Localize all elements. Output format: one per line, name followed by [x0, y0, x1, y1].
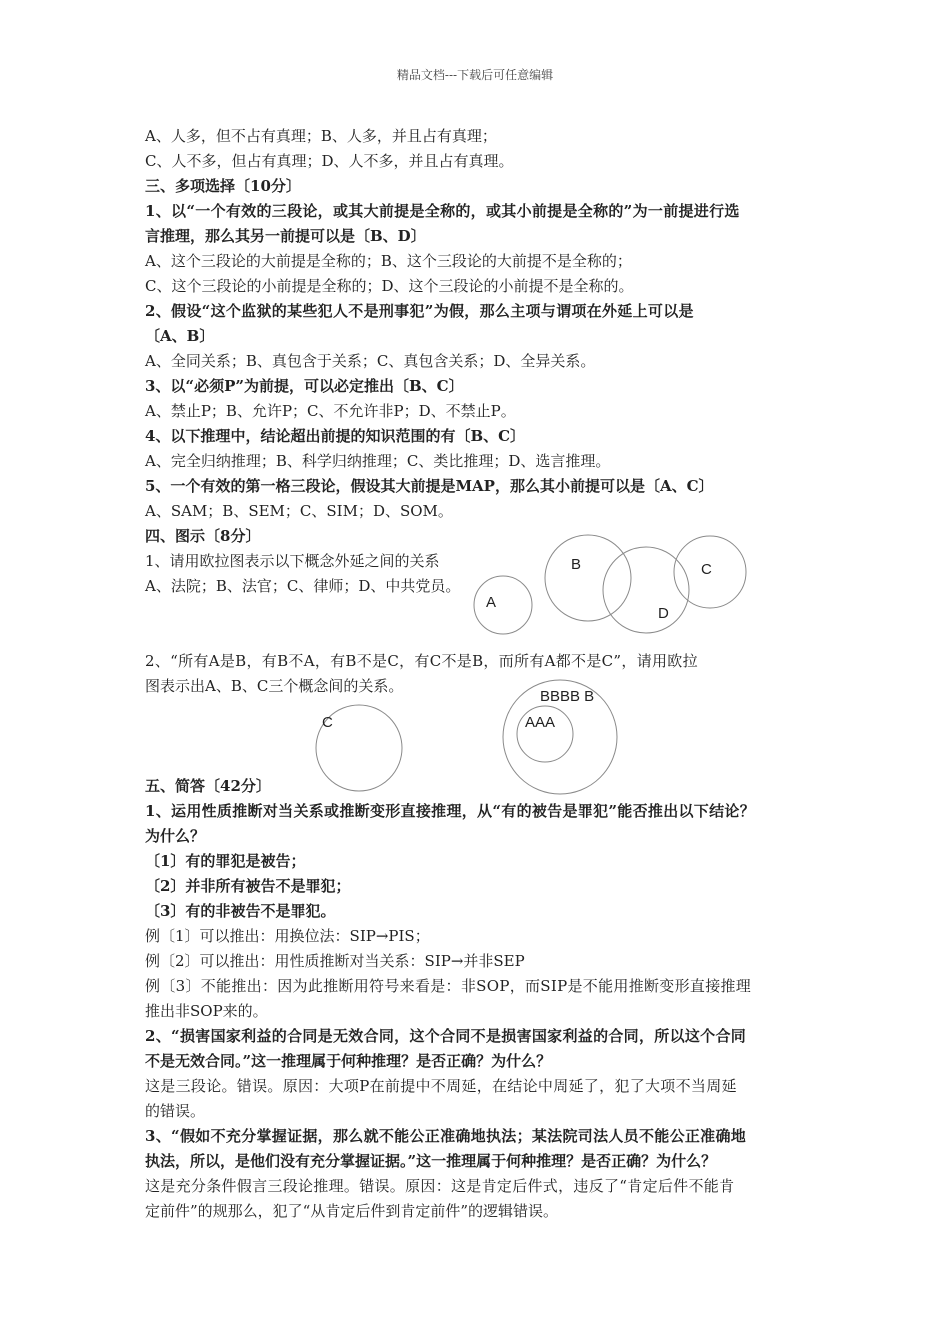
question-5-2: 2、“损害国家利益的合同是无效合同，这个合同不是损害国家利益的合同，所以这个合同	[145, 1027, 747, 1045]
option-line: A、法院；B、法官；C、律师；D、中共党员。	[145, 577, 461, 595]
label-a: A	[486, 594, 497, 611]
answer-line: 定前件”的规那么，犯了“从肯定后件到肯定前件”的逻辑错误。	[145, 1202, 559, 1220]
question-3-1: 1、以“一个有效的三段论，或其大前提是全称的，或其小前提是全称的”为一前提进行选	[145, 202, 740, 220]
question-3-2-cont: 〔A、B〕	[145, 327, 215, 345]
label-b: B	[571, 556, 582, 573]
answer-line: 例〔3〕不能推出：因为此推断用符号来看是：非SOP，而SIP是不能用推断变形直接推理	[145, 977, 752, 995]
answer-line: 这是三段论。错误。原因：大项P在前提中不周延，在结论中周延了，犯了大项不当周延	[145, 1077, 737, 1095]
sub-question: 〔3〕有的非被告不是罪犯。	[145, 902, 336, 920]
question-3-4: 4、以下推理中，结论超出前提的知识范围的有〔B、C〕	[145, 427, 526, 445]
question-3-3: 3、以“必须P”为前提，可以必定推出〔B、C〕	[145, 377, 464, 395]
section-title-4: 四、图示〔8分〕	[145, 527, 261, 545]
question-5-2-cont: 不是无效合同。”这一推理属于何种推理？是否正确？为什么？	[145, 1052, 552, 1070]
option-line: A、完全归纳推理；B、科学归纳推理；C、类比推理；D、选言推理。	[145, 452, 611, 470]
label-c: C	[322, 714, 333, 731]
sub-question: 〔1〕有的罪犯是被告；	[145, 852, 306, 870]
option-line: A、禁止P；B、允许P；C、不允许非P；D、不禁止P。	[145, 402, 516, 420]
option-line: A、人多，但不占有真理；B、人多，并且占有真理；	[145, 127, 497, 145]
question-3-2: 2、假设“这个监狱的某些犯人不是刑事犯”为假，那么主项与谓项在外延上可以是	[145, 302, 694, 320]
section-title-3: 三、多项选择〔10分〕	[145, 177, 301, 195]
answer-line: 例〔2〕可以推出：用性质推断对当关系：SIP→并非SEP	[145, 952, 525, 970]
question-4-2-cont: 图表示出A、B、C三个概念间的关系。	[145, 677, 404, 695]
question-5-1: 1、运用性质推断对当关系或推断变形直接推理，从“有的被告是罪犯”能否推出以下结论？	[145, 802, 755, 820]
label-b: BBBB B	[540, 688, 595, 705]
section-title-5: 五、简答〔42分〕	[145, 777, 271, 795]
answer-line: 的错误。	[145, 1102, 206, 1120]
question-4-2: 2、“所有A是B，有B不A，有B不是C，有C不是B，而所有A都不是C”，请用欧拉	[145, 652, 698, 670]
answer-line: 推出非SOP来的。	[145, 1002, 268, 1020]
question-3-5: 5、一个有效的第一格三段论，假设其大前提是MAP，那么其小前提可以是〔A、C〕	[145, 477, 714, 495]
question-5-3: 3、“假如不充分掌握证据，那么就不能公正准确地执法；某法院司法人员不能公正准确地	[145, 1127, 747, 1145]
question-4-1: 1、请用欧拉图表示以下概念外延之间的关系	[145, 552, 440, 570]
question-3-1-cont: 言推理，那么其另一前提可以是〔B、D〕	[145, 227, 426, 245]
option-line: C、人不多，但占有真理；D、人不多，并且占有真理。	[145, 152, 514, 170]
option-line: A、全同关系；B、真包含于关系；C、真包含关系；D、全异关系。	[145, 352, 596, 370]
label-c: C	[701, 561, 712, 578]
option-line: C、这个三段论的小前提是全称的；D、这个三段论的小前提不是全称的。	[145, 277, 634, 295]
sub-question: 〔2〕并非所有被告不是罪犯；	[145, 877, 351, 895]
answer-line: 例〔1〕可以推出：用换位法：SIP→PIS；	[145, 927, 430, 945]
option-line: A、SAM；B、SEM；C、SIM；D、SOM。	[145, 502, 453, 520]
question-5-3-cont: 执法，所以，是他们没有充分掌握证据。”这一推理属于何种推理？是否正确？为什么？	[145, 1152, 717, 1170]
page-header: 精品文档---下载后可任意编辑	[396, 68, 554, 82]
answer-line: 这是充分条件假言三段论推理。错误。原因：这是肯定后件式，违反了“肯定后件不能肯	[145, 1177, 735, 1195]
option-line: A、这个三段论的大前提是全称的；B、这个三段论的大前提不是全称的；	[145, 252, 632, 270]
question-5-1-cont: 为什么？	[145, 827, 206, 845]
label-a: AAA	[525, 714, 556, 731]
label-d: D	[658, 605, 669, 622]
